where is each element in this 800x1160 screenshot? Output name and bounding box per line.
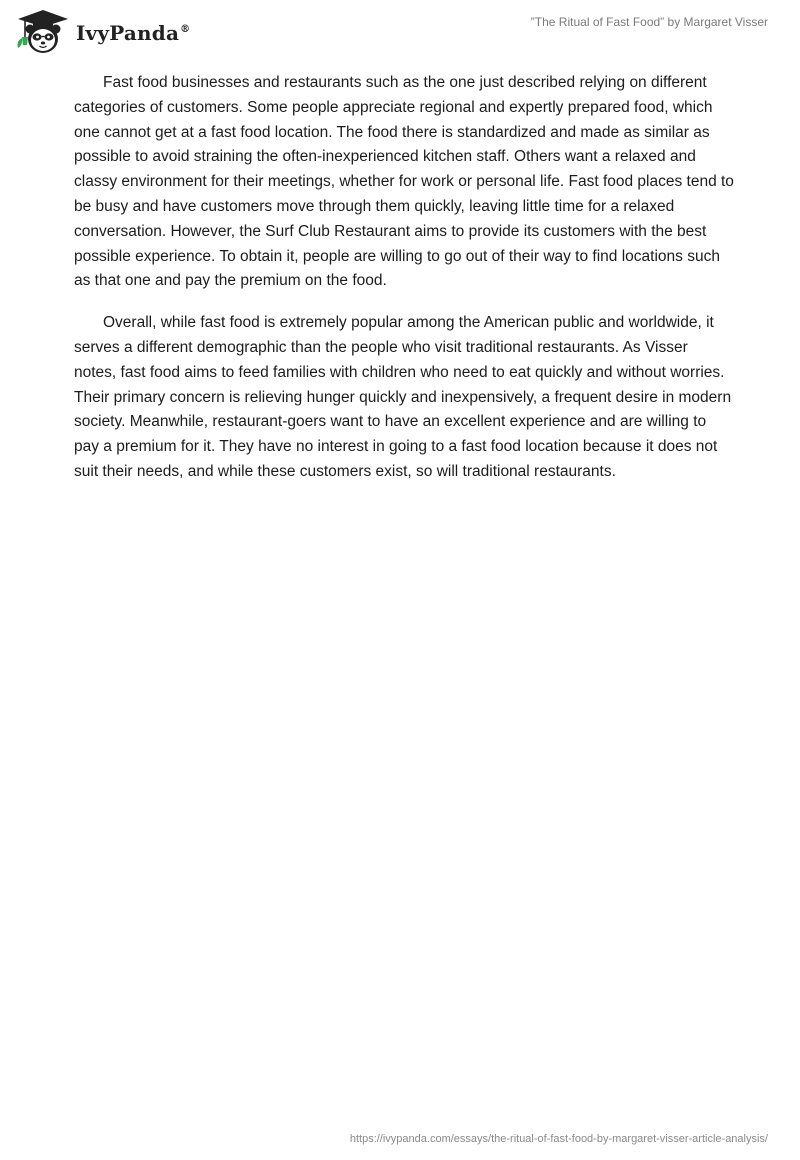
ivypanda-logo[interactable]	[14, 8, 190, 56]
source-url[interactable]: https://ivypanda.com/essays/the-ritual-of-fast-food-by-margaret-visser-article-analysis/	[349, 1133, 768, 1145]
brand-name: IvyPanda®	[76, 21, 191, 45]
paragraph: Fast food businesses and restaurants such as the one just described relying on different categories of customers. Some people appreciate regional and expertly prepared food, which one cannot get at a fast food location. The food there is standardized and made as similar as possible to avoid straining the often-inexperienced kitchen staff. Others want a relaxed and classy environment for their meetings, whether for work or personal life. Fast food places tend to be busy and have customers move through them quickly, leaving little time for a relaxed conversation. However, the Surf Club Restaurant aims to provide its customers with the best possible experience. To obtain it, people are willing to go out of their way to find locations such as that one and pay the premium on the food.	[74, 74, 734, 290]
paragraph: Overall, while fast food is extremely popular among the American public and worldwide, it serves a different demographic than the people who visit traditional restaurants. As Visser notes, fast food aims to feed families with children who need to eat quickly and without worries. Their primary concern is relieving hunger quickly and inexpensively, a frequent desire in modern society. Meanwhile, restaurant-goers want to have an excellent experience and are willing to pay a premium for it. They have no interest in going to a fast food location because it does not suit their needs, and while these customers exist, so will traditional restaurants.	[74, 314, 732, 480]
essay-body	[74, 71, 734, 502]
registered-mark: ®	[180, 24, 191, 36]
panda-graduate-icon	[14, 8, 72, 56]
page-header	[0, 0, 800, 60]
document-title: ”The Ritual of Fast Food” by Margaret Visser	[530, 15, 768, 29]
